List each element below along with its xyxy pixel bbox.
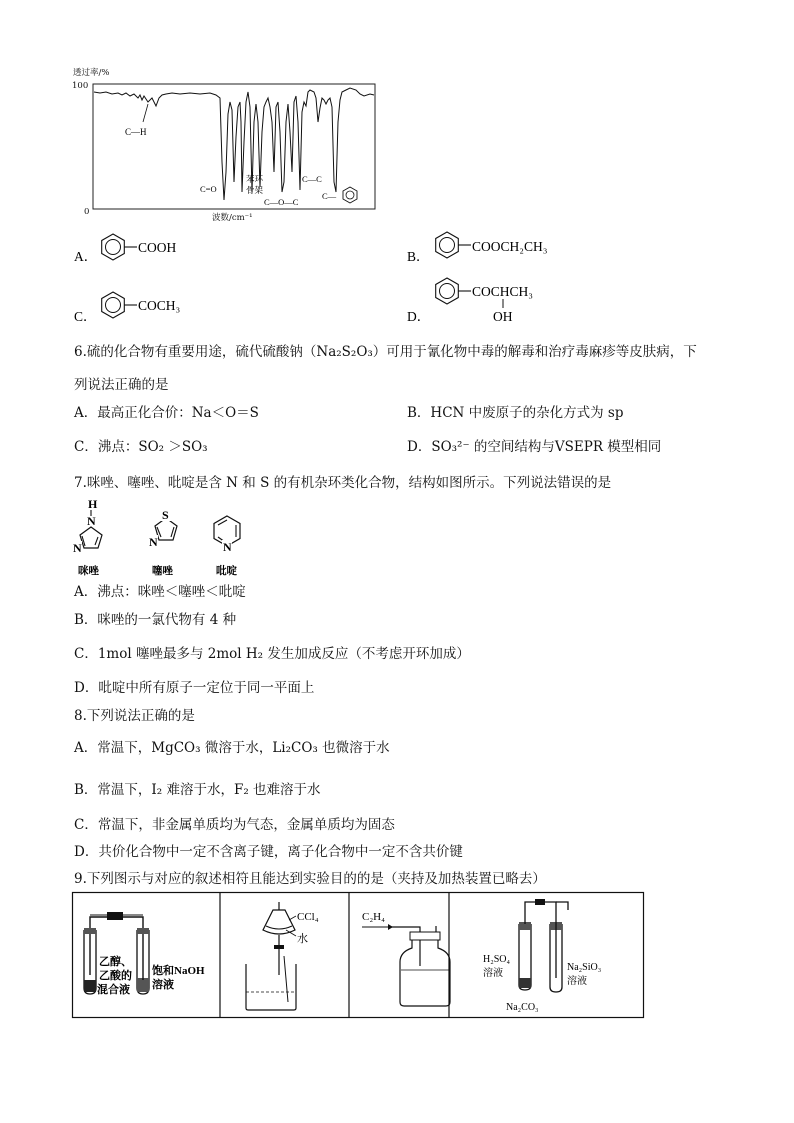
cc-annotation: C—C: [302, 174, 322, 184]
y-tick-100: 100: [72, 81, 89, 91]
option-a-letter: A．: [74, 249, 98, 264]
pyridine-label: 吡啶: [216, 566, 237, 577]
svg-text:CCl₄: CCl₄: [297, 911, 319, 923]
q9-stem: 9.下列图示与对应的叙述相符且能达到实验目的的是（夹持及加热装置已略去）: [74, 871, 546, 887]
thiazole-label: 噻唑: [152, 566, 173, 577]
q7-option-a: A．沸点：咪唑＜噻唑＜吡啶: [74, 584, 246, 600]
q6-stem-line1: 6.硫的化合物有重要用途，硫代硫酸钠（Na₂S₂O₃）可用于氰化物中毒的解毒和治疗毒麻疹等皮肤病，下: [74, 344, 697, 360]
panel-3-apparatus: [362, 911, 450, 1006]
svg-text:N: N: [149, 535, 158, 549]
q8-option-a: A．常温下，MgCO₃ 微溶于水，Li₂CO₃ 也微溶于水: [74, 740, 390, 756]
svg-text:H: H: [88, 497, 98, 511]
svg-text:水: 水: [297, 933, 308, 945]
svg-text:S: S: [162, 508, 169, 522]
option-c-letter: C．: [74, 309, 97, 324]
ring-annotation-2: 骨架: [246, 185, 264, 195]
x-axis-label: 波数/cm⁻¹: [212, 213, 253, 223]
option-d-letter: D．: [407, 309, 431, 324]
svg-text:溶液: 溶液: [483, 968, 503, 979]
option-c-group: COCH₃: [138, 298, 181, 313]
q7-option-c: C．1mol 噻唑最多与 2mol H₂ 发生加成反应（不考虑开环加成）: [74, 646, 470, 662]
q8-option-b: B．常温下，I₂ 难溶于水，F₂ 也难溶于水: [74, 782, 321, 798]
q7-option-d: D．吡啶中所有原子一定位于同一平面上: [74, 680, 315, 696]
svg-text:N: N: [223, 540, 232, 554]
benzene-ring-icon: [436, 278, 459, 304]
svg-text:Na₂CO₃: Na₂CO₃: [506, 1002, 539, 1013]
option-b-letter: B．: [407, 249, 430, 264]
svg-text:H₂SO₄: H₂SO₄: [483, 954, 510, 965]
ir-spectrum: [60, 62, 380, 224]
imidazole-structure: [73, 497, 102, 577]
benzene-ring-icon: [436, 232, 459, 258]
q6-option-c: C．沸点：SO₂ ＞SO₃: [74, 439, 208, 455]
q7-option-b: B．咪唑的一氯代物有 4 种: [74, 612, 237, 628]
panel-1-apparatus: [84, 912, 205, 996]
q8-option-d: D．共价化合物中一定不含离子键，离子化合物中一定不含共价键: [74, 844, 463, 860]
svg-text:N: N: [73, 541, 82, 555]
thiazole-structure: [149, 508, 177, 577]
q7-stem: 7.咪唑、噻唑、吡啶是含 N 和 S 的有机杂环类化合物，结构如图所示。下列说法错误的是: [74, 475, 612, 491]
imidazole-label: 咪唑: [78, 566, 99, 577]
svg-text:乙醇、: 乙醇、: [99, 956, 132, 968]
option-a-group: COOH: [138, 240, 177, 255]
benzene-ring-icon: [343, 187, 357, 203]
svg-text:N: N: [87, 514, 96, 528]
q9-apparatus-table: [0, 890, 794, 1025]
ir-plot: [60, 62, 380, 224]
co-annotation: C=O: [200, 184, 217, 194]
q5-options: [0, 225, 794, 330]
option-d-group: COCHCH₃: [472, 284, 533, 299]
svg-text:混合液: 混合液: [97, 984, 130, 996]
svg-text:乙酸的: 乙酸的: [99, 970, 132, 982]
panel-4-apparatus: [483, 899, 601, 1013]
panel-2-apparatus: [246, 902, 319, 1010]
ch-annotation: C—H: [125, 127, 147, 137]
svg-text:溶液: 溶液: [567, 976, 587, 987]
svg-text:Na₂SiO₃: Na₂SiO₃: [567, 962, 602, 973]
benzene-ring-icon: [102, 292, 125, 318]
q6-option-a: A．最高正化合价：Na＜O＝S: [74, 405, 259, 421]
y-axis-label: 透过率/%: [73, 68, 110, 78]
q6-option-b: B．HCN 中废原子的杂化方式为 sp: [407, 405, 624, 421]
q6-option-d: D．SO₃²⁻ 的空间结构与VSEPR 模型相同: [407, 439, 662, 455]
svg-text:饱和NaOH: 饱和NaOH: [152, 965, 205, 977]
benzene-ring-icon: [102, 234, 125, 260]
q7-structures: [60, 494, 260, 578]
q8-stem: 8.下列说法正确的是: [74, 708, 195, 724]
coc-annotation: C—O—C: [264, 197, 299, 207]
option-b-group: COOCH₂CH₃: [472, 239, 548, 254]
pyridine-structure: [214, 516, 240, 577]
q8-option-c: C．常温下，非金属单质均为气态，金属单质均为固态: [74, 817, 395, 833]
svg-text:溶液: 溶液: [152, 979, 174, 991]
cph-annotation: C—: [322, 191, 337, 201]
svg-text:C₂H₄: C₂H₄: [362, 911, 385, 923]
y-tick-0: 0: [84, 207, 90, 217]
option-d-oh: OH: [493, 309, 513, 324]
q6-stem-line2: 列说法正确的是: [74, 377, 169, 393]
ring-annotation-1: 苯环: [246, 174, 264, 184]
